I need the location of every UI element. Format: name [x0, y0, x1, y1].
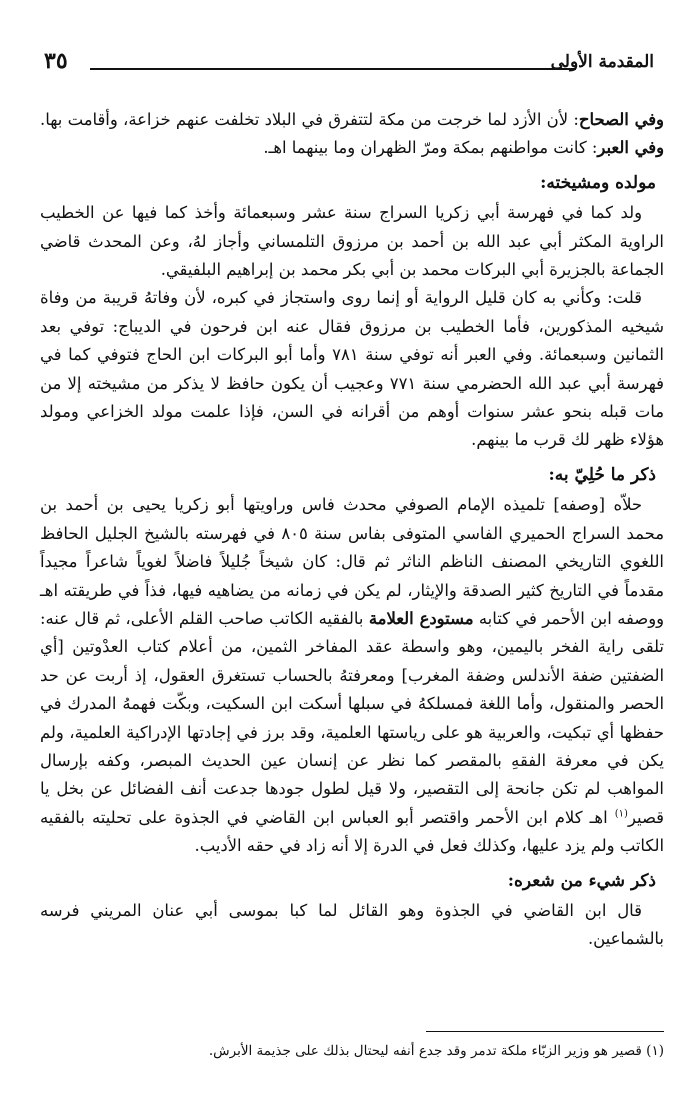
- source-label-ibar: وفي العبر: [597, 138, 664, 158]
- paragraph-remarks: قلت: وكأني به كان قليل الرواية أو إنما روى واستجاز في كبره، لأن وفاتهُ قريبة من وفاة شيخيه المذكورين، فأما الخطيب بن مرزوق فقال عنه ابن فرحون في الديباج: توفي بعد الثمانين وسبعمائة. وفي العبر أنه توفي سنة ٧٨١ وأما أبو البركات ابن الحاج فتوفي كما في فهرسة أبي عبد الله الحضرمي سنة ٧٧١ وعجيب أن يكون حافظ لا يذكر من مشيخته إلا من مات قبله بنحو عشر سنوات أوهم من أقرانه في السن، فإذا علمت مولد الخزاعي ومولد هؤلاء ظهر لك قرب ما بينهم.: [40, 288, 664, 450]
- paragraph-praise: [40, 491, 664, 860]
- paragraph-text: بالفقيه الكاتب صاحب القلم الأعلى، ثم قال عنه: تلقى راية الفخر باليمين، وهو واسطة عقد المفاخر الثمين، من أعلام كتاب العدْوتين [أي الضفتين ضفة الأندلس وضفة المغرب] ومعرفتهُ بالحساب تستغرق العقول، إذ أربت عن حد الحصر والمنقول، وأما اللغة فمسلكهُ في سبلها أسكت ابن السكيت، وبكّت فهمهُ المدرك في حفظها أي تبكيت، والعربية هو على رياستها العلمية، وقد برز في إجادتها الإدراكية العلمية، ولم يكن في معرفة الفقهِ بالمقصر كما نظر عن إنسان عين الحديث المبصر، وكفه بإرسال المواهب لم تكن جانحة إلى التقصير، ولا قيل لطول جودها جدعت أنف الفضائل عن بخل يا قصير: [40, 608, 664, 827]
- paragraph-poetry: قال ابن القاضي في الجذوة وهو القائل لما كبا بموسى أبي عنان المريني فرسه بالشماعين.: [40, 900, 664, 949]
- section-heading-praise: ذكر ما حُلِيّ به:: [548, 464, 656, 485]
- running-header: [44, 46, 654, 80]
- paragraph-text: اهـ كلام ابن الأحمر واقتصر أبو العباس ابن القاضي في الجذوة على تحليته بالفقيه الكاتب ولم يزد عليها، وكذلك فعل في الدرة إلا أنه زاد في حقه الأديب.: [40, 807, 664, 856]
- footnote-reference[interactable]: (١): [614, 808, 628, 820]
- footnote: (١) قصير هو وزير الزبّاء ملكة تدمر وقد جدع أنفه ليحتال بذلك على جذيمة الأبرش.: [208, 1043, 664, 1059]
- book-title: مستودع العلامة: [368, 608, 474, 628]
- footnote-rule: [426, 1031, 664, 1032]
- paragraph-text: : لأن الأزد لما خرجت من مكة لتتفرق في البلاد تخلفت عنهم خزاعة، وأقامت بها.: [40, 110, 579, 129]
- paragraph-text: حلاّه [وصفه] تلميذه الإمام الصوفي محدث فاس وراويتها أبو زكريا يحيى بن أحمد بن محمد السراج الحميري الفاسي المتوفى بفاس سنة ٨٠٥ في فهرسته بالشيخ الجليل الحافظ اللغوي التاريخي المصنف الناظم الناثر ثم قال: كان شيخاً جُليلاً فاضلاً لغوياً شاعراً مجيداً مقدماً في التاريخ كثير الصدقة والإيثار، لم يكن في زمانه من يضاهيه فيها، فذاً في طريقته اهـ ووصفه ابن الأحمر في كتابه: [40, 495, 665, 628]
- paragraph-text: : كانت مواطنهم بمكة ومرّ الظهران وما بينهما اهـ.: [263, 138, 598, 158]
- section-heading-poetry: ذكر شيء من شعره:: [507, 870, 656, 891]
- paragraph-birth: ولد كما في فهرسة أبي زكريا السراج سنة عشر وسبعمائة وأخذ كما فيها عن الخطيب الراوية المكثر أبي عبد الله بن أحمد بن مرزوق التلمساني وأجاز لهُ، وعن المحدث قاضي الجماعة بالجزيرة أبي البركات محمد بن أبي بكر محمد بن إبراهيم البلفيقي.: [40, 203, 664, 280]
- section-heading-birth: مولده ومشيخته:: [540, 172, 656, 193]
- page-body: [40, 106, 664, 954]
- header-rule: [90, 68, 576, 70]
- source-label-sihah: وفي الصحاح: [578, 110, 664, 129]
- page-number: ٣٥: [44, 48, 68, 74]
- header-title: المقدمة الأولى: [550, 52, 654, 72]
- paragraph-origin: [40, 106, 664, 163]
